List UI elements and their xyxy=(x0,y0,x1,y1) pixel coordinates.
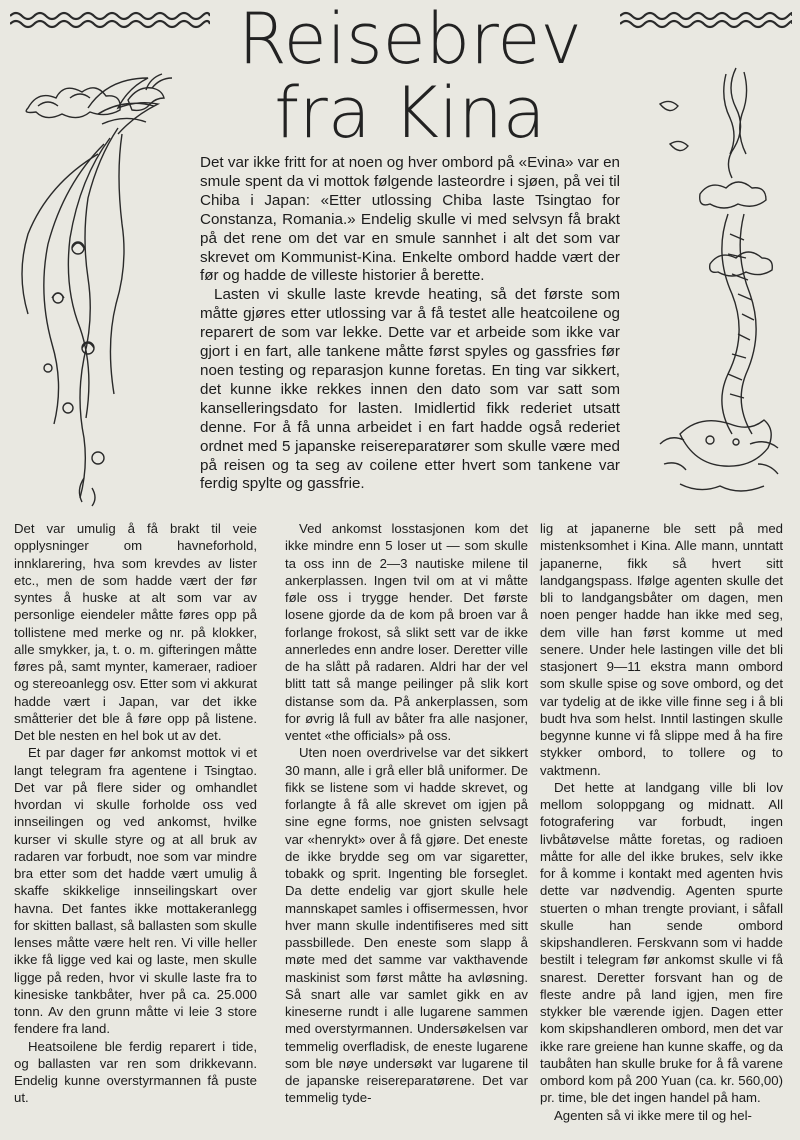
phoenix-illustration xyxy=(18,68,178,508)
column-3-paragraph-2: Det hette at landgang ville bli lov mellom soloppgang og midnatt. All fotografering var forbudt, ingen livbåtøvelse måtte foretas, og radioen måtte for alle del ikke brukes, selv ikke for å komme i kontakt med agenten hvis dette var nødvendig. Agenten spurte stuerten o mhan trengte proviant, i såfall skulle han sende ombord skipshandleren. Ferskvann som vi hadde bestilt i telegram før ankomst skulle vi få snarest. Deretter forsvant han og de fleste andre på land igjen, men fire stykker ble værende igjen. Dagen etter kom skipshandleren ombord, men det var ikke rare greiene han kunne skaffe, og da taubåten han skulle bruke for å få varene ombord kom på 200 Yuan (ca. kr. 560,00) pr. time, ble det ingen handel på ham. xyxy=(540,779,783,1106)
wavy-divider-left xyxy=(10,8,210,32)
column-2-paragraph-1: Ved ankomst losstasjonen kom det ikke mindre enn 5 loser ut — som skulle ta oss inn de 2—3 nautiske milene til ankerplassen. Ingen tvil om at vi måtte føle oss i trygge hender. Det første losene gjorde da de kom på broen var å forlange frokost, så slikt sett var de ikke annerledes enn andre loser. Deretter ville de ha slått på radaren. Aldri har der vel blitt tatt så mange peilinger på slik kort distanse som da. På ankerplassen, som for øvrig lå full av båter fra alle nasjoner, ventet «the officials» på oss. xyxy=(285,521,528,743)
body-column-1 xyxy=(14,520,257,1107)
title-line-1: Reisebrev xyxy=(238,0,582,80)
column-2-paragraph-2: Uten noen overdrivelse var det sikkert 30 mann, alle i grå eller blå uniformer. De fikk se listene som vi hadde skrevet, og forlangte å få alle skrevet om igjen på sine egne forms, noe gnisten selvsagt var «henrykt» over å få gjøre. Det eneste de ikke brydde seg om var sigaretter, tobakk og sprit. Ingenting ble forseglet. Da dette endelig var gjort skulle hele mannskapet samles i offisermessen, hvor hver mann skulle indentifiseres med sitt passbillede. Den eneste som slapp å møte med det samme var vakthavende maskinist som først måtte ha avløsning. Så snart alle var samlet gikk en av kineserne rundt i alle lugarene sammen med overstyrmannen. Undersøkelsen var temmelig overfladisk, de eneste lugarene som ble nøye undersøkt var lugarene til de japanske reisereparatørene. Det var temmelig tyde- xyxy=(285,745,528,1106)
column-1-paragraph-2: Et par dager før ankomst mottok vi et langt telegram fra agentene i Tsingtao. Det var på flere sider og omhandlet hvordan vi skulle forholde oss ved innseilingen og ved ankomst, hvilke kurser vi skulle styre og at all bruk av radaren var forbudt, noe som var mindre bra etter som det hadde vært umulig å skaffe skikkelige innseilingskart over havna. Det fantes ikke mottakeranlegg for skitten ballast, så ballasten som skulle lenses måtte være helt ren. Vi ville heller ikke få ligge ved kai og laste, men skulle ligge på reden, hvor vi skulle laste fra to kinesiske tankbåter, hver på ca. 25.000 tonn. Av den grunn måtte vi leie 3 store fendere fra land. xyxy=(14,745,257,1037)
page-title xyxy=(200,0,620,154)
column-3-paragraph-1: lig at japanerne ble sett på med mistenksomhet i Kina. Alle mann, unntatt japanerne, fikk så hvert sitt landgangspass. Ifølge agenten skulle det bli to landgangsbåter om dagen, men noen penger hadde han ikke med seg, dem ville han først komme ut med senere. Under hele lastingen ville det bli stasjonert 9—11 ekstra mann ombord som skulle spise og sove ombord, og det var tydelig at de ikke ville finne seg i å bli budt hva som helst. Inntil lastingen skulle begynne kunne vi få slippe med å ha fire stykker ombord, to tollere og to vaktmenn. xyxy=(540,521,783,778)
body-column-2 xyxy=(285,520,528,1107)
intro-paragraph-1: Det var ikke fritt for at noen og hver ombord på «Evina» var en smule spent da vi mottok følgende lasteordre i sjøen, på vei til Chiba i Japan: «Etter utlossing Chiba laste Tsingtao for Constanza, Romania.» Endelig skulle vi med selvsyn få brakt på det rene om det var en smule sannhet i alt det som var skrevet om Kommunist-Kina. Enkelte ombord hadde vært der før og hadde de villeste historier å berette. xyxy=(200,154,620,285)
title-line-2: fra Kina xyxy=(274,72,546,154)
intro-text xyxy=(200,154,620,494)
dragon-illustration xyxy=(640,64,790,504)
column-1-paragraph-3: Heatsoilene ble ferdig reparert i tide, og ballasten var ren som drikkevann. Endelig kunne overstyrmannen få puste ut. xyxy=(14,1038,257,1106)
column-3-paragraph-3: Agenten så vi ikke mere til og hel- xyxy=(554,1107,752,1123)
body-column-3 xyxy=(540,520,783,1124)
intro-paragraph-2: Lasten vi skulle laste krevde heating, så det første som måtte gjøres etter utlossing var å få testet alle heatcoilene og reparert de som var lekke. Dette var et arbeide som ikke var gjort i en fart, alle tankene måtte først spyles og gassfries før noen testing og reparasjon kunne foretas. En ting var sikkert, det kunne ikke rekkes innen den dato som var satt som kanselleringsdato for lasten. Imidlertid fikk rederiet utsatt denne. For å få unna arbeidet i en fart hadde også rederiet ordnet med 5 japanske reisereparatører som skulle være med på reisen og ta seg av coilene etter hvert som tankene var ferdig spylte og gassfrie. xyxy=(200,286,620,493)
wavy-divider-right xyxy=(620,8,792,32)
column-1-paragraph-1: Det var umulig å få brakt til veie opplysninger om havneforhold, innklarering, hva som krevdes av lister etc., men de som hadde vært der før syntes å huske at alt som var av personlige eiendeler måtte føres opp på tollistene med merke og nr. på klokker, alle smykker, ja, t. o. m. gifteringen måtte føres på, samt mynter, kameraer, radioer og stereoanlegg osv. Etter som vi akkurat hadde vært i Japan, var det ikke småtterier det ble å føre opp på listene. Det ble nesten en hel bok ut av det. xyxy=(14,521,257,743)
